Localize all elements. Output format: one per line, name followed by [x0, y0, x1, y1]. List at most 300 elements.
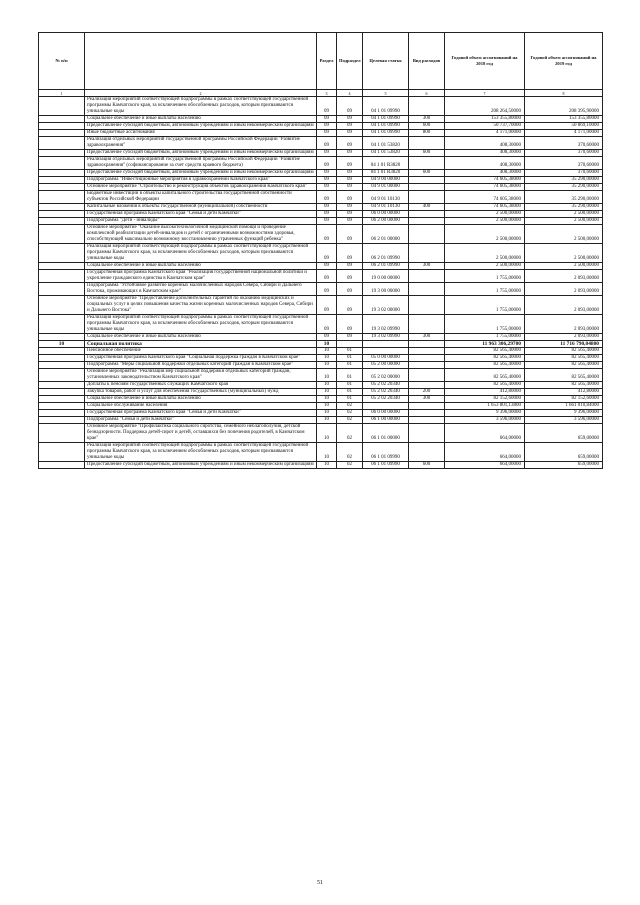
- row-2018-cell: 664,00000: [445, 462, 525, 469]
- table-row: [39, 296, 603, 315]
- table-row: [39, 403, 603, 410]
- row-expense-type-cell: 600: [409, 123, 445, 130]
- row-target-cell: 06 0 00 00000: [363, 410, 409, 417]
- row-number-cell: [39, 97, 85, 116]
- row-number-cell: [39, 355, 85, 362]
- row-target-cell: 06 0 00 00000: [363, 211, 409, 218]
- row-name-cell: Основное мероприятие "Оказание высокотехнологичной медицинской помощи и проведение комплексной реабилитации детей-инвалидов и детей с ограниченными возможностями здоровья, способствующей максимально возможному восстановлению утраченных функций ребенка": [85, 225, 317, 244]
- row-section-cell: 09: [317, 116, 337, 123]
- row-subsection-cell: 01: [337, 355, 363, 362]
- table-row: [39, 184, 603, 191]
- row-number-cell: [39, 462, 85, 469]
- row-expense-type-cell: [409, 341, 445, 348]
- row-target-cell: 19 3 02 09990: [363, 315, 409, 334]
- row-2018-cell: 664,00000: [445, 443, 525, 462]
- row-subsection-cell: 09: [337, 130, 363, 137]
- row-target-cell: 06 1 01 09990: [363, 462, 409, 469]
- row-target-cell: 06 2 00 00000: [363, 218, 409, 225]
- row-name-cell: Социальное обслуживание населения: [85, 403, 317, 410]
- row-2018-cell: 3 596,00000: [445, 417, 525, 424]
- row-subsection-cell: 09: [337, 283, 363, 296]
- row-2019-cell: 82 565,40000: [525, 355, 603, 362]
- row-section-cell: 10: [317, 369, 337, 382]
- row-expense-type-cell: 300: [409, 116, 445, 123]
- row-name-cell: Пенсионное обеспечение: [85, 348, 317, 355]
- row-target-cell: 05 2 02 20340: [363, 396, 409, 403]
- table-row: [39, 334, 603, 341]
- row-2018-cell: 82 565,40000: [445, 348, 525, 355]
- row-name-cell: Государственная программа Камчатского края "Семья и дети Камчатки": [85, 211, 317, 218]
- table-row: [39, 270, 603, 283]
- row-number-cell: [39, 191, 85, 204]
- header-name: [85, 33, 317, 90]
- row-expense-type-cell: [409, 424, 445, 443]
- row-target-cell: 19 3 00 00000: [363, 283, 409, 296]
- row-number-cell: [39, 424, 85, 443]
- row-name-cell: Реализация отдельных мероприятий государственной программы Российской Федерации "Развитие здравоохранения" (софинансирование за счет средств краевого бюджета): [85, 157, 317, 170]
- column-number: 3: [317, 90, 337, 97]
- row-section-cell: 09: [317, 123, 337, 130]
- row-expense-type-cell: 300: [409, 396, 445, 403]
- row-target-cell: 04 1 01 53820: [363, 150, 409, 157]
- row-expense-type-cell: 300: [409, 263, 445, 270]
- row-number-cell: [39, 177, 85, 184]
- row-subsection-cell: 01: [337, 369, 363, 382]
- row-section-cell: 10: [317, 355, 337, 362]
- table-row: [39, 211, 603, 218]
- row-section-cell: 09: [317, 137, 337, 150]
- row-name-cell: Реализация отдельных мероприятий государственной программы Российской Федерации "Развитие здравоохранения": [85, 137, 317, 150]
- row-expense-type-cell: [409, 218, 445, 225]
- row-subsection-cell: 09: [337, 315, 363, 334]
- row-section-cell: 09: [317, 244, 337, 263]
- row-section-cell: 09: [317, 334, 337, 341]
- row-target-cell: 05 2 02 20340: [363, 382, 409, 389]
- row-2019-cell: 82 565,40000: [525, 348, 603, 355]
- table-row: [39, 218, 603, 225]
- row-2019-cell: 2 500,00000: [525, 211, 603, 218]
- row-2018-cell: 2 500,00000: [445, 244, 525, 263]
- row-subsection-cell: 01: [337, 362, 363, 369]
- row-subsection-cell: 09: [337, 177, 363, 184]
- row-2019-cell: 659,00000: [525, 424, 603, 443]
- row-expense-type-cell: [409, 97, 445, 116]
- row-name-cell: Доплаты к пенсиям государственных служащих Камчатского края: [85, 382, 317, 389]
- row-2019-cell: 4 171,00000: [525, 130, 603, 137]
- table-row: [39, 417, 603, 424]
- row-expense-type-cell: [409, 443, 445, 462]
- row-target-cell: 04 1 01 09990: [363, 130, 409, 137]
- row-target-cell: 05 0 00 00000: [363, 355, 409, 362]
- row-name-cell: Подпрограмма "Инвестиционные мероприятия в здравоохранении Камчатского края": [85, 177, 317, 184]
- row-target-cell: [363, 403, 409, 410]
- row-expense-type-cell: [409, 382, 445, 389]
- row-2018-cell: 2 500,00000: [445, 218, 525, 225]
- row-2018-cell: 1 755,00000: [445, 296, 525, 315]
- row-subsection-cell: 09: [337, 97, 363, 116]
- row-section-cell: 09: [317, 170, 337, 177]
- budget-table: [38, 32, 603, 469]
- row-2019-cell: 35 290,00000: [525, 184, 603, 191]
- row-2019-cell: 370,60000: [525, 150, 603, 157]
- row-number-cell: [39, 170, 85, 177]
- row-target-cell: [363, 348, 409, 355]
- row-name-cell: Подпрограмма "Семья и дети Камчатки": [85, 417, 317, 424]
- row-name-cell: Иные бюджетные ассигнования: [85, 130, 317, 137]
- row-2019-cell: 2 093,00000: [525, 315, 603, 334]
- row-expense-type-cell: 600: [409, 150, 445, 157]
- row-2018-cell: 1 755,00000: [445, 283, 525, 296]
- row-subsection-cell: 09: [337, 263, 363, 270]
- row-target-cell: 04 1 01 09990: [363, 116, 409, 123]
- table-row: [39, 396, 603, 403]
- column-number: 5: [363, 90, 409, 97]
- row-target-cell: 05 2 02 20340: [363, 389, 409, 396]
- row-subsection-cell: 02: [337, 410, 363, 417]
- row-2018-cell: 2 500,00000: [445, 225, 525, 244]
- row-2018-cell: 11 963 306,29700: [445, 341, 525, 348]
- row-number-cell: [39, 218, 85, 225]
- row-number-cell: [39, 137, 85, 150]
- row-name-cell: Предоставление субсидий бюджетным, автономным учреждениям и иным некоммерческим организациям: [85, 150, 317, 157]
- row-name-cell: Основное мероприятие "Строительство и реконструкция объектов здравоохранения Камчатского края": [85, 184, 317, 191]
- row-expense-type-cell: [409, 184, 445, 191]
- row-2018-cell: 2 500,00000: [445, 211, 525, 218]
- row-number-cell: [39, 211, 85, 218]
- table-row: [39, 150, 603, 157]
- row-2018-cell: 408,30000: [445, 150, 525, 157]
- row-number-cell: [39, 123, 85, 130]
- row-2019-cell: 370,60000: [525, 157, 603, 170]
- row-subsection-cell: [337, 341, 363, 348]
- row-expense-type-cell: [409, 348, 445, 355]
- row-target-cell: 19 0 00 00000: [363, 270, 409, 283]
- row-subsection-cell: 02: [337, 403, 363, 410]
- row-2019-cell: 50 869,10000: [525, 123, 603, 130]
- row-section-cell: 09: [317, 218, 337, 225]
- row-2018-cell: 82 565,40000: [445, 355, 525, 362]
- row-target-cell: 19 3 02 00000: [363, 296, 409, 315]
- table-row: [39, 410, 603, 417]
- row-subsection-cell: 09: [337, 270, 363, 283]
- row-number-cell: [39, 225, 85, 244]
- row-number-cell: [39, 296, 85, 315]
- row-section-cell: 09: [317, 296, 337, 315]
- row-target-cell: 19 3 02 09990: [363, 334, 409, 341]
- row-2018-cell: 82 565,40000: [445, 362, 525, 369]
- row-number-cell: [39, 348, 85, 355]
- row-section-cell: 09: [317, 204, 337, 211]
- row-2018-cell: 208 264,50000: [445, 97, 525, 116]
- header-2018: Годовой объем ассигнований на 2018 год: [445, 33, 525, 90]
- row-target-cell: 04 1 01 R3820: [363, 157, 409, 170]
- row-2019-cell: 3 596,00000: [525, 417, 603, 424]
- table-row: [39, 462, 603, 469]
- row-name-cell: Основное мероприятие "Профилактика социального сиротства, семейного неблагополучия, детской безнадзорности. Поддержка детей-сирот и детей, оставшихся без попечения родителей, в Камчатском крае": [85, 424, 317, 443]
- row-section-cell: 10: [317, 389, 337, 396]
- table-row: [39, 177, 603, 184]
- row-name-cell: Государственная программа Камчатского края "Семья и дети Камчатки": [85, 410, 317, 417]
- row-name-cell: Капитальные вложения в объекты государственной (муниципальной) собственности: [85, 204, 317, 211]
- row-subsection-cell: 09: [337, 184, 363, 191]
- row-2018-cell: 1 755,00000: [445, 315, 525, 334]
- row-number-cell: [39, 204, 85, 211]
- row-expense-type-cell: [409, 369, 445, 382]
- row-2019-cell: 412,80000: [525, 389, 603, 396]
- table-row: [39, 348, 603, 355]
- row-target-cell: 04 9 01 00000: [363, 184, 409, 191]
- row-target-cell: 04 9 01 10130: [363, 191, 409, 204]
- header-no: № п/п: [39, 33, 85, 90]
- row-number-cell: [39, 334, 85, 341]
- table-row: [39, 263, 603, 270]
- row-name-cell: Бюджетные инвестиции в объекты капитального строительства государственной собственности субъектов Российской Федерации: [85, 191, 317, 204]
- row-target-cell: 04 1 01 09990: [363, 123, 409, 130]
- table-row: [39, 341, 603, 348]
- row-section-cell: 10: [317, 396, 337, 403]
- row-name-cell: Реализация мероприятий соответствующей подпрограммы в рамках соответствующей государственной программы Камчатского края, за исключением обособленных расходов, которым присваиваются уникальные коды: [85, 443, 317, 462]
- row-subsection-cell: 02: [337, 443, 363, 462]
- row-section-cell: 10: [317, 443, 337, 462]
- row-number-cell: [39, 270, 85, 283]
- row-section-cell: 10: [317, 417, 337, 424]
- row-2019-cell: 659,00000: [525, 443, 603, 462]
- row-2019-cell: 11 716 790,04800: [525, 341, 603, 348]
- row-2019-cell: 2 093,00000: [525, 334, 603, 341]
- row-section-cell: 09: [317, 263, 337, 270]
- row-number-cell: [39, 389, 85, 396]
- row-number-cell: [39, 130, 85, 137]
- row-name-cell: Реализация мероприятий соответствующей подпрограммы в рамках соответствующей государственной программы Камчатского края, за исключением обособленных расходов, которым присваиваются уникальные коды: [85, 244, 317, 263]
- row-name-cell: Государственная программа Камчатского края "Социальная поддержка граждан в Камчатском крае": [85, 355, 317, 362]
- table-row: [39, 137, 603, 150]
- table-row: [39, 244, 603, 263]
- row-expense-type-cell: [409, 244, 445, 263]
- row-target-cell: 04 1 01 09990: [363, 97, 409, 116]
- column-number: 7: [445, 90, 525, 97]
- row-number-cell: [39, 396, 85, 403]
- row-2019-cell: 9 396,00000: [525, 410, 603, 417]
- row-expense-type-cell: [409, 211, 445, 218]
- row-expense-type-cell: [409, 225, 445, 244]
- row-name-cell: Подпрограмма "Меры социальной поддержки отдельных категорий граждан в Камчатском крае": [85, 362, 317, 369]
- row-section-cell: 10: [317, 341, 337, 348]
- row-name-cell: Подпрограмма "Дети - инвалиды": [85, 218, 317, 225]
- row-2018-cell: 74 605,38000: [445, 204, 525, 211]
- row-target-cell: 05 2 02 00000: [363, 369, 409, 382]
- row-number-cell: [39, 157, 85, 170]
- row-name-cell: Социальное обеспечение и иные выплаты населению: [85, 263, 317, 270]
- table-row: [39, 204, 603, 211]
- row-section-cell: 09: [317, 97, 337, 116]
- row-expense-type-cell: [409, 296, 445, 315]
- table-row: [39, 315, 603, 334]
- row-2018-cell: 412,80000: [445, 389, 525, 396]
- row-section-cell: 09: [317, 150, 337, 157]
- row-2018-cell: 50 737,70000: [445, 123, 525, 130]
- row-number-cell: [39, 263, 85, 270]
- row-name-cell: Социальное обеспечение и иные выплаты населению: [85, 116, 317, 123]
- table-row: [39, 362, 603, 369]
- row-name-cell: Реализация мероприятий соответствующей подпрограммы в рамках соответствующей государственной программы Камчатского края, за исключением обособленных расходов, которым присваиваются уникальные коды: [85, 315, 317, 334]
- row-expense-type-cell: 600: [409, 170, 445, 177]
- row-section-cell: 09: [317, 211, 337, 218]
- row-number-cell: [39, 315, 85, 334]
- row-subsection-cell: 02: [337, 462, 363, 469]
- row-number-cell: [39, 184, 85, 191]
- row-subsection-cell: 02: [337, 417, 363, 424]
- row-name-cell: Социальное обеспечение и иные выплаты населению: [85, 334, 317, 341]
- row-expense-type-cell: [409, 315, 445, 334]
- header-row: [39, 33, 603, 90]
- row-2018-cell: 4 171,00000: [445, 130, 525, 137]
- row-number-cell: [39, 283, 85, 296]
- row-number-cell: [39, 382, 85, 389]
- row-subsection-cell: 09: [337, 211, 363, 218]
- row-subsection-cell: 09: [337, 296, 363, 315]
- table-row: [39, 116, 603, 123]
- row-target-cell: 04 1 01 R3820: [363, 170, 409, 177]
- row-target-cell: [363, 341, 409, 348]
- row-number-cell: [39, 403, 85, 410]
- table-row: [39, 382, 603, 389]
- row-2018-cell: 9 396,00000: [445, 410, 525, 417]
- table-row: [39, 130, 603, 137]
- row-subsection-cell: 09: [337, 218, 363, 225]
- budget-table-sheet: [38, 32, 602, 469]
- header-section: Раздел: [317, 33, 337, 90]
- row-expense-type-cell: [409, 177, 445, 184]
- row-subsection-cell: 09: [337, 204, 363, 211]
- row-2019-cell: 2 500,00000: [525, 244, 603, 263]
- row-subsection-cell: 09: [337, 157, 363, 170]
- row-number-cell: 10: [39, 341, 85, 348]
- row-subsection-cell: 09: [337, 150, 363, 157]
- row-subsection-cell: 01: [337, 382, 363, 389]
- row-2018-cell: 408,30000: [445, 157, 525, 170]
- row-2019-cell: 2 093,00000: [525, 283, 603, 296]
- table-row: [39, 170, 603, 177]
- row-expense-type-cell: [409, 355, 445, 362]
- row-2018-cell: 74 605,38000: [445, 177, 525, 184]
- row-2019-cell: 370,60000: [525, 170, 603, 177]
- row-2019-cell: 2 500,00000: [525, 263, 603, 270]
- row-section-cell: 09: [317, 225, 337, 244]
- row-target-cell: 06 1 01 00000: [363, 424, 409, 443]
- column-number-row: [39, 90, 603, 97]
- row-section-cell: 09: [317, 177, 337, 184]
- table-row: [39, 369, 603, 382]
- row-name-cell: Подпрограмма "Устойчивое развитие коренных малочисленных народов Севера, Сибири и Дальнего Востока, проживающих в Камчатском крае": [85, 283, 317, 296]
- row-2018-cell: 664,00000: [445, 424, 525, 443]
- table-row: [39, 283, 603, 296]
- row-2019-cell: 82 565,40000: [525, 382, 603, 389]
- row-expense-type-cell: 300: [409, 334, 445, 341]
- row-number-cell: [39, 150, 85, 157]
- column-number: 6: [409, 90, 445, 97]
- row-target-cell: 06 2 01 00000: [363, 225, 409, 244]
- row-target-cell: 06 1 01 09990: [363, 443, 409, 462]
- column-number: 2: [85, 90, 317, 97]
- row-2018-cell: 74 605,38000: [445, 191, 525, 204]
- row-target-cell: 06 1 00 00000: [363, 417, 409, 424]
- row-expense-type-cell: [409, 417, 445, 424]
- row-2018-cell: 1 755,00000: [445, 334, 525, 341]
- table-row: [39, 443, 603, 462]
- row-target-cell: 06 2 01 09990: [363, 263, 409, 270]
- row-section-cell: 09: [317, 283, 337, 296]
- row-subsection-cell: 02: [337, 424, 363, 443]
- row-subsection-cell: 09: [337, 123, 363, 130]
- row-number-cell: [39, 244, 85, 263]
- row-2018-cell: 82 152,60000: [445, 396, 525, 403]
- row-name-cell: Государственная программа Камчатского края "Реализация государственной национальной политики и укрепление гражданского единства в Камчатском крае": [85, 270, 317, 283]
- column-number: 8: [525, 90, 603, 97]
- row-2018-cell: 408,30000: [445, 170, 525, 177]
- row-expense-type-cell: 600: [409, 462, 445, 469]
- row-name-cell: Реализация мероприятий соответствующей подпрограммы в рамках соответствующей государственной программы Камчатского края, за исключением обособленных расходов, которым присваиваются уникальные коды: [85, 97, 317, 116]
- row-2018-cell: 408,30000: [445, 137, 525, 150]
- row-2019-cell: 35 290,00000: [525, 204, 603, 211]
- row-subsection-cell: 09: [337, 191, 363, 204]
- row-number-cell: [39, 417, 85, 424]
- row-expense-type-cell: [409, 137, 445, 150]
- row-name-cell: Предоставление субсидий бюджетным, автономным учреждениям и иным некоммерческим организациям: [85, 123, 317, 130]
- row-section-cell: 09: [317, 315, 337, 334]
- row-number-cell: [39, 410, 85, 417]
- table-row: [39, 123, 603, 130]
- row-subsection-cell: 09: [337, 170, 363, 177]
- row-2019-cell: 2 500,00000: [525, 225, 603, 244]
- row-subsection-cell: 09: [337, 244, 363, 263]
- page-number: 51: [317, 880, 323, 886]
- row-2018-cell: 1 755,00000: [445, 270, 525, 283]
- row-2018-cell: 153 355,80000: [445, 116, 525, 123]
- row-expense-type-cell: [409, 270, 445, 283]
- row-name-cell: Закупка товаров, работ и услуг для обеспечения государственных (муниципальных) нужд: [85, 389, 317, 396]
- row-target-cell: 04 9 01 10130: [363, 204, 409, 211]
- row-expense-type-cell: [409, 191, 445, 204]
- row-2018-cell: 1 653 801,13800: [445, 403, 525, 410]
- row-2019-cell: 35 290,00000: [525, 177, 603, 184]
- table-row: [39, 355, 603, 362]
- row-section-cell: 10: [317, 462, 337, 469]
- row-subsection-cell: 09: [337, 116, 363, 123]
- row-target-cell: 06 2 01 09990: [363, 244, 409, 263]
- row-name-cell: Социальное обеспечение и иные выплаты населению: [85, 396, 317, 403]
- row-section-cell: 10: [317, 410, 337, 417]
- row-section-cell: 09: [317, 184, 337, 191]
- row-section-cell: 10: [317, 424, 337, 443]
- row-name-cell: Предоставление субсидий бюджетным, автономным учреждениям и иным некоммерческим организациям: [85, 170, 317, 177]
- row-section-cell: 10: [317, 362, 337, 369]
- row-2019-cell: 153 355,80000: [525, 116, 603, 123]
- row-section-cell: 10: [317, 382, 337, 389]
- table-row: [39, 97, 603, 116]
- row-2019-cell: 2 500,00000: [525, 218, 603, 225]
- row-name-cell: Предоставление субсидий бюджетным, автономным учреждениям и иным некоммерческим организациям: [85, 462, 317, 469]
- row-2018-cell: 82 565,40000: [445, 369, 525, 382]
- row-expense-type-cell: 200: [409, 389, 445, 396]
- row-section-cell: 09: [317, 157, 337, 170]
- row-2018-cell: 74 605,38000: [445, 184, 525, 191]
- column-number: 4: [337, 90, 363, 97]
- row-expense-type-cell: 400: [409, 204, 445, 211]
- row-subsection-cell: 01: [337, 348, 363, 355]
- table-row: [39, 424, 603, 443]
- row-target-cell: 04 1 01 53820: [363, 137, 409, 150]
- row-2019-cell: 2 093,00000: [525, 270, 603, 283]
